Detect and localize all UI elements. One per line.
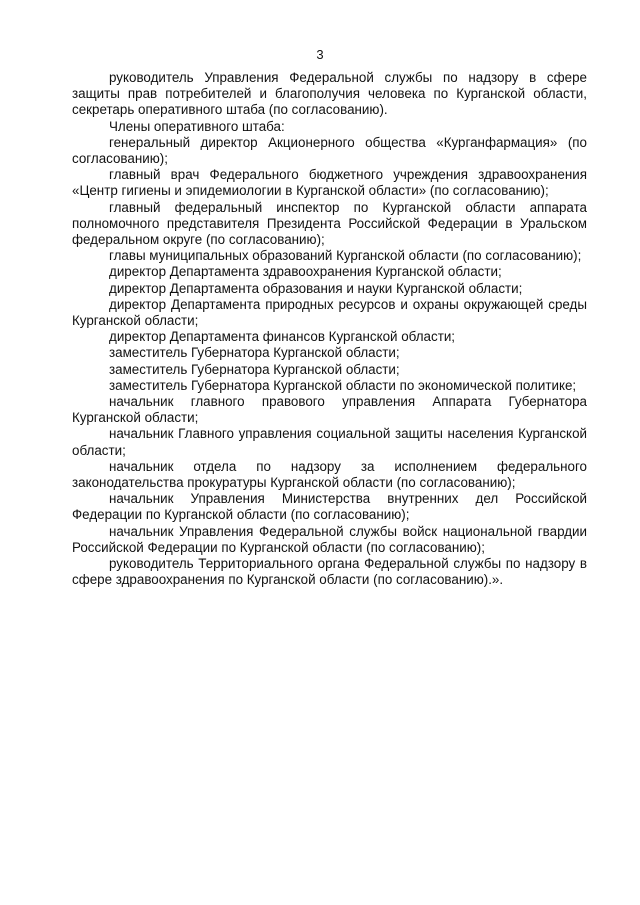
paragraph-internal-affairs: начальник Управления Министерства внутренних дел Российской Федерации по Курганской области (по согласованию);	[72, 491, 587, 523]
paragraph-rospotrebnadzor-head: руководитель Управления Федеральной службы по надзору в сфере защиты прав потребителей и благополучия человека по Курганской области, секретарь оперативного штаба (по согласованию).	[72, 70, 587, 118]
paragraph-members-heading: Члены оперативного штаба:	[109, 118, 285, 134]
paragraph-national-guard: начальник Управления Федеральной службы войск национальной гвардии Российской Федерации по Курганской области (по согласованию);	[72, 523, 587, 555]
paragraph-federal-inspector: главный федеральный инспектор по Курганской области аппарата полномочного представителя Президента Российской Федерации в Уральском федеральном округе (по согласованию);	[72, 199, 587, 248]
paragraph-legal-department: начальник главного правового управления Аппарата Губернатора Курганской области;	[72, 394, 587, 426]
paragraph-education-department: директор Департамента образования и науки Курганской области;	[109, 280, 523, 296]
page-number: 3	[316, 47, 324, 62]
paragraph-social-protection: начальник Главного управления социальной защиты населения Курганской области;	[72, 426, 587, 458]
paragraph-hygiene-center: главный врач Федерального бюджетного учреждения здравоохранения «Центр гигиены и эпидемиологии в Курганской области» (по согласованию);	[72, 167, 587, 199]
paragraph-deputy-governor-1: заместитель Губернатора Курганской области;	[109, 345, 400, 361]
document-body	[72, 70, 587, 589]
paragraph-municipal-heads: главы муниципальных образований Курганской области (по согласованию);	[109, 248, 582, 264]
paragraph-deputy-governor-economic: заместитель Губернатора Курганской области по экономической политике;	[109, 377, 577, 393]
paragraph-health-department: директор Департамента здравоохранения Курганской области;	[109, 264, 502, 280]
paragraph-deputy-governor-2: заместитель Губернатора Курганской области;	[109, 361, 400, 377]
paragraph-natural-resources-department: директор Департамента природных ресурсов и охраны окружающей среды Курганской области;	[72, 296, 587, 329]
paragraph-kurganfarmatsiya: генеральный директор Акционерного общества «Курганфармация» (по согласованию);	[72, 134, 587, 167]
paragraph-finance-department: директор Департамента финансов Курганской области;	[109, 329, 456, 345]
paragraph-roszdravnadzor: руководитель Территориального органа Федеральной службы по надзору в сфере здравоохранения по Курганской области (по согласованию).».	[72, 556, 587, 588]
paragraph-prosecutor-office: начальник отдела по надзору за исполнением федерального законодательства прокуратуры Курганской области (по согласованию);	[72, 458, 587, 491]
